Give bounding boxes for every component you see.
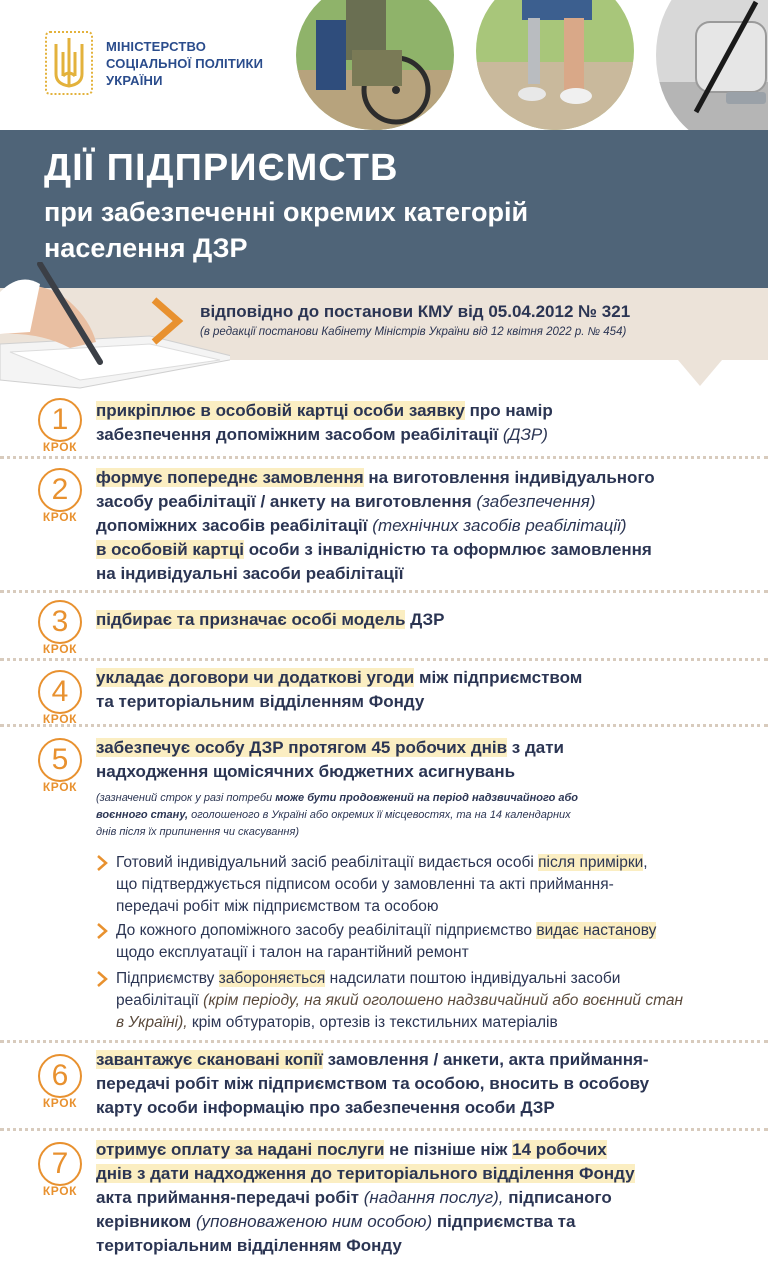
step-2-l3: допоміжних засобів реабілітації bbox=[96, 516, 373, 535]
step-5-note-e: днів після їх припинення чи скасування) bbox=[96, 826, 299, 838]
step-krok-label: КРОК bbox=[42, 642, 78, 656]
step-2-l2: засобу реабілітації / анкету на виготовлення bbox=[96, 492, 477, 511]
bullet-2-highlight: видає настанову bbox=[536, 922, 657, 939]
step-3-l1: ДЗР bbox=[405, 610, 445, 629]
ministry-line-1: МІНІСТЕРСТВО bbox=[106, 39, 207, 54]
chevron-right-icon bbox=[96, 971, 108, 987]
step-7-highlight-2: 14 робочих bbox=[512, 1140, 607, 1159]
step-5-l2: надходження щомісячних бюджетних асигнувань bbox=[96, 762, 516, 781]
step-badge-4 bbox=[38, 670, 82, 726]
step-number: 7 bbox=[38, 1142, 82, 1186]
step-number: 6 bbox=[38, 1054, 82, 1098]
step-2-l3-it: (технічних засобів реабілітації) bbox=[372, 516, 627, 535]
step-7-highlight-1: отримує оплату за надані послуги bbox=[96, 1140, 385, 1159]
step-4-l2: та територіальним відділенням Фонду bbox=[96, 692, 425, 711]
step-6-text bbox=[96, 1048, 746, 1120]
step-number: 1 bbox=[38, 398, 82, 442]
step-6-highlight: завантажує скановані копії bbox=[96, 1050, 323, 1069]
step-badge-2 bbox=[38, 468, 82, 524]
step-number: 5 bbox=[38, 738, 82, 782]
step-7-l1-mid: не пізніше ніж bbox=[384, 1140, 513, 1159]
step-2-l5: на індивідуальні засоби реабілітації bbox=[96, 564, 404, 583]
page-subtitle bbox=[44, 194, 724, 266]
step-5-note bbox=[96, 790, 716, 841]
step-badge-7 bbox=[38, 1142, 82, 1198]
step-2-l1: на виготовлення індивідуального bbox=[363, 468, 655, 487]
divider bbox=[0, 456, 768, 459]
step-krok-label: КРОК bbox=[42, 1184, 78, 1198]
bullet-3-l2-it: (крім періоду, на який оголошено надзвичайний або воєнний стан bbox=[203, 992, 683, 1009]
writing-hand-illustration-icon bbox=[0, 262, 230, 390]
step-4-highlight: укладає договори чи додаткові угоди bbox=[96, 668, 415, 687]
step-5-highlight: забезпечує особу ДЗР протягом 45 робочих днів bbox=[96, 738, 508, 757]
step-1-l2: забезпечення допоміжним засобом реабілітації bbox=[96, 425, 503, 444]
step-1-text bbox=[96, 399, 746, 447]
subtitle-line-2: населення ДЗР bbox=[44, 233, 248, 263]
step-1-l2-it: (ДЗР) bbox=[502, 425, 548, 444]
bullet-3-a: Підприємству bbox=[116, 970, 219, 987]
step-7-l3-b: підписаного bbox=[503, 1188, 612, 1207]
divider bbox=[0, 724, 768, 727]
step-7-l4-b: підприємства та bbox=[432, 1212, 576, 1231]
bullet-1-highlight: після примірки bbox=[538, 854, 644, 871]
step-6-l3: карту особи інформацію про забезпечення особи ДЗР bbox=[96, 1098, 555, 1117]
step-number: 4 bbox=[38, 670, 82, 714]
step-krok-label: КРОК bbox=[42, 510, 78, 524]
bullet-1-l2: що підтверджується підписом особи у замовленні та акті приймання- bbox=[116, 876, 614, 893]
step-7-text bbox=[96, 1138, 746, 1258]
step-number: 3 bbox=[38, 600, 82, 644]
step-7-l5: територіальним відділенням Фонду bbox=[96, 1236, 402, 1255]
step-2-l4: особи з інвалідністю та оформлює замовлення bbox=[244, 540, 652, 559]
page-title: ДІЇ ПІДПРИЄМСТВ bbox=[44, 147, 399, 189]
ministry-name bbox=[106, 38, 296, 89]
photo-prosthetic-leg bbox=[476, 0, 634, 130]
step-1-highlight: прикріплює в особовій картці особи заявку bbox=[96, 401, 465, 420]
step-4-l1: між підприємством bbox=[414, 668, 583, 687]
step-krok-label: КРОК bbox=[42, 1096, 78, 1110]
bullet-3-highlight: забороняється bbox=[218, 970, 326, 987]
step-5-note-c: воєнного стану, bbox=[96, 809, 189, 821]
step-6-l1: замовлення / анкети, акта приймання- bbox=[322, 1050, 649, 1069]
step-7-highlight-3: днів з дати надходження до територіального відділення Фонду bbox=[96, 1164, 635, 1183]
ministry-line-3: УКРАЇНИ bbox=[106, 73, 163, 88]
step-2-highlight-2: в особовій картці bbox=[96, 540, 245, 559]
decree-reference: відповідно до постанови КМУ від 05.04.2012 № 321 bbox=[200, 302, 631, 321]
bullet-1-a: Готовий індивідуальний засіб реабілітації видається особі bbox=[116, 854, 539, 871]
step-badge-3 bbox=[38, 600, 82, 656]
divider bbox=[0, 1128, 768, 1131]
bullet-1-b: , bbox=[643, 854, 648, 871]
header-area bbox=[0, 0, 768, 130]
step-5-text bbox=[96, 736, 746, 784]
divider bbox=[0, 1040, 768, 1043]
step-badge-6 bbox=[38, 1054, 82, 1110]
step-7-l4-it: (уповноваженою ним особою) bbox=[195, 1212, 433, 1231]
bullet-2-a: До кожного допоміжного засобу реабілітації підприємство bbox=[116, 922, 537, 939]
subtitle-line-1: при забезпеченні окремих категорій bbox=[44, 197, 529, 227]
step-7-l3-it: (надання послуг), bbox=[363, 1188, 504, 1207]
chevron-right-icon bbox=[148, 296, 188, 346]
step-badge-1 bbox=[38, 398, 82, 454]
step-krok-label: КРОК bbox=[42, 440, 78, 454]
bullet-3-l3-it: в Україні), bbox=[116, 1014, 188, 1031]
bullet-1-l3: передачі робіт між підприємством та особою bbox=[116, 898, 439, 915]
step-5-l1: з дати bbox=[507, 738, 564, 757]
step-5-note-b: може бути продовжений на період надзвичайного або bbox=[275, 792, 578, 804]
step-4-text bbox=[96, 666, 746, 714]
photo-wheelchair bbox=[296, 0, 454, 130]
chevron-right-icon bbox=[96, 855, 108, 871]
step-krok-label: КРОК bbox=[42, 780, 78, 794]
decree-notch bbox=[678, 360, 722, 386]
chevron-right-icon bbox=[96, 923, 108, 939]
step-5-note-a: (зазначений строк у разі потреби bbox=[96, 792, 276, 804]
bullet-3-b: надсилати поштою індивідуальні засоби bbox=[325, 970, 621, 987]
bullet-3-l3: крім обтураторів, ортезів із текстильних матеріалів bbox=[187, 1014, 558, 1031]
divider bbox=[0, 658, 768, 661]
step-1-l1: про намір bbox=[464, 401, 553, 420]
step-7-l3: акта приймання-передачі робіт bbox=[96, 1188, 364, 1207]
step-2-text bbox=[96, 466, 746, 586]
trident-logo-icon bbox=[44, 30, 94, 96]
step-2-highlight-1: формує попереднє замовлення bbox=[96, 468, 364, 487]
photo-robotic-hand bbox=[656, 0, 768, 148]
divider bbox=[0, 590, 768, 593]
decree-edition-note: (в редакції постанови Кабінету Міністрів України від 12 квітня 2022 р. № 454) bbox=[200, 326, 627, 338]
step-6-l2: передачі робіт між підприємством та особою, вносить в особову bbox=[96, 1074, 650, 1093]
step-badge-5 bbox=[38, 738, 82, 794]
step-5-note-d: оголошеного в Україні або окремих її місцевостях, та на 14 календарних bbox=[188, 809, 571, 821]
step-2-l2-it: (забезпечення) bbox=[476, 492, 596, 511]
ministry-line-2: СОЦІАЛЬНОЇ ПОЛІТИКИ bbox=[106, 56, 264, 71]
step-3-highlight: підбирає та призначає особі модель bbox=[96, 610, 406, 629]
step-number: 2 bbox=[38, 468, 82, 512]
step-7-l4: керівником bbox=[96, 1212, 196, 1231]
step-krok-label: КРОК bbox=[42, 712, 78, 726]
bullet-2-l2: щодо експлуатації і талон на гарантійний ремонт bbox=[116, 944, 469, 961]
bullet-3-l2: реабілітації bbox=[116, 992, 204, 1009]
step-3-text bbox=[96, 608, 746, 632]
